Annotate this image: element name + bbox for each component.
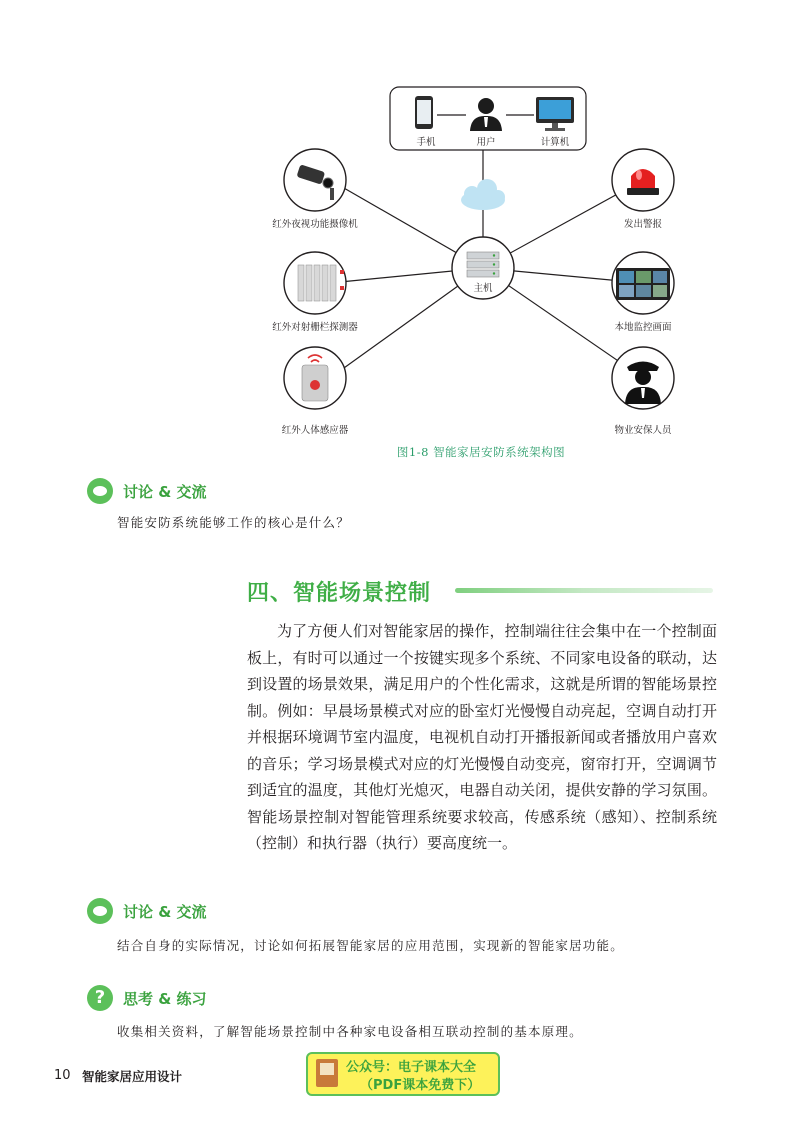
alarm-label: 发出警报 bbox=[623, 219, 663, 230]
discussion-text-1: 智能安防系统能够工作的核心是什么？ bbox=[117, 515, 350, 530]
discussion-heading-1 bbox=[87, 478, 207, 504]
practice-title: 思考 & 练习 bbox=[123, 989, 207, 1008]
watermark-badge bbox=[306, 1052, 500, 1096]
page-number: 10 bbox=[54, 1068, 71, 1083]
discussion-title-1: 讨论 & 交流 bbox=[123, 482, 207, 501]
user-group-box bbox=[390, 87, 586, 150]
host-label: 主机 bbox=[473, 283, 493, 294]
chat-bubble-icon bbox=[87, 478, 113, 504]
section-title-rule bbox=[455, 588, 713, 593]
computer-label: 计算机 bbox=[540, 137, 570, 148]
section-title: 四、智能场景控制 bbox=[247, 581, 432, 606]
book-title: 智能家居应用设计 bbox=[82, 1069, 183, 1084]
monitor-screen-icon bbox=[616, 268, 670, 300]
beam-detector-node bbox=[272, 252, 358, 333]
body-sensor-node bbox=[282, 347, 349, 436]
discussion-title-2: 讨论 & 交流 bbox=[123, 902, 207, 921]
phone-icon bbox=[415, 96, 433, 129]
alarm-node bbox=[612, 149, 674, 230]
practice-text: 收集相关资料，了解智能场景控制中各种家电设备相互联动控制的基本原理。 bbox=[117, 1024, 583, 1039]
body-paragraph: 为了方便人们对智能家居的操作，控制端往往会集中在一个控制面板上，有时可以通过一个按键实现多个系统、不同家电设备的联动，达到设置的场景效果，满足用户的个性化需求，这就是所谓的智能场景控制。例如：早晨场景模式对应的卧室灯光慢慢自动亮起，空调自动打开并根据环境调节室内温度，电视机自动打开播报新闻或者播放用户喜欢的音乐；学习场景模式对应的灯光慢慢自动变亮，窗帘打开，空调调节到适宜的温度，其他灯光熄灭，电器自动关闭，提供安静的学习氛围。智能场景控制对智能管理系统要求较高，传感系统（感知）、控制系统（控制）和执行器（执行）要高度统一。 bbox=[247, 622, 717, 852]
question-mark-icon: ? bbox=[87, 985, 113, 1011]
monitor-label: 本地监控画面 bbox=[614, 322, 672, 333]
beam-detector-label: 红外对射栅栏探测器 bbox=[272, 322, 358, 333]
cloud-icon bbox=[461, 179, 505, 210]
user-label: 用户 bbox=[476, 137, 496, 148]
watermark-line-2: （PDF课本免费下） bbox=[360, 1078, 481, 1093]
figure-caption: 图1-8 智能家居安防系统架构图 bbox=[396, 445, 566, 459]
monitor-node bbox=[612, 252, 674, 333]
guard-label: 物业安保人员 bbox=[614, 425, 672, 436]
practice-heading bbox=[87, 985, 207, 1011]
watermark-line-1: 公众号：电子课本大全 bbox=[346, 1060, 477, 1075]
body-sensor-label: 红外人体感应器 bbox=[281, 425, 349, 436]
camera-label: 红外夜视功能摄像机 bbox=[272, 219, 358, 230]
security-architecture-diagram bbox=[0, 0, 800, 470]
host-node bbox=[452, 237, 514, 299]
chat-bubble-icon bbox=[87, 898, 113, 924]
book-icon bbox=[316, 1059, 338, 1087]
guard-node bbox=[612, 347, 674, 436]
discussion-heading-2 bbox=[87, 898, 207, 924]
section-body bbox=[247, 618, 717, 857]
phone-label: 手机 bbox=[416, 137, 436, 148]
server-icon bbox=[467, 252, 499, 277]
discussion-text-2: 结合自身的实际情况，讨论如何拓展智能家居的应用范围，实现新的智能家居功能。 bbox=[117, 938, 624, 953]
